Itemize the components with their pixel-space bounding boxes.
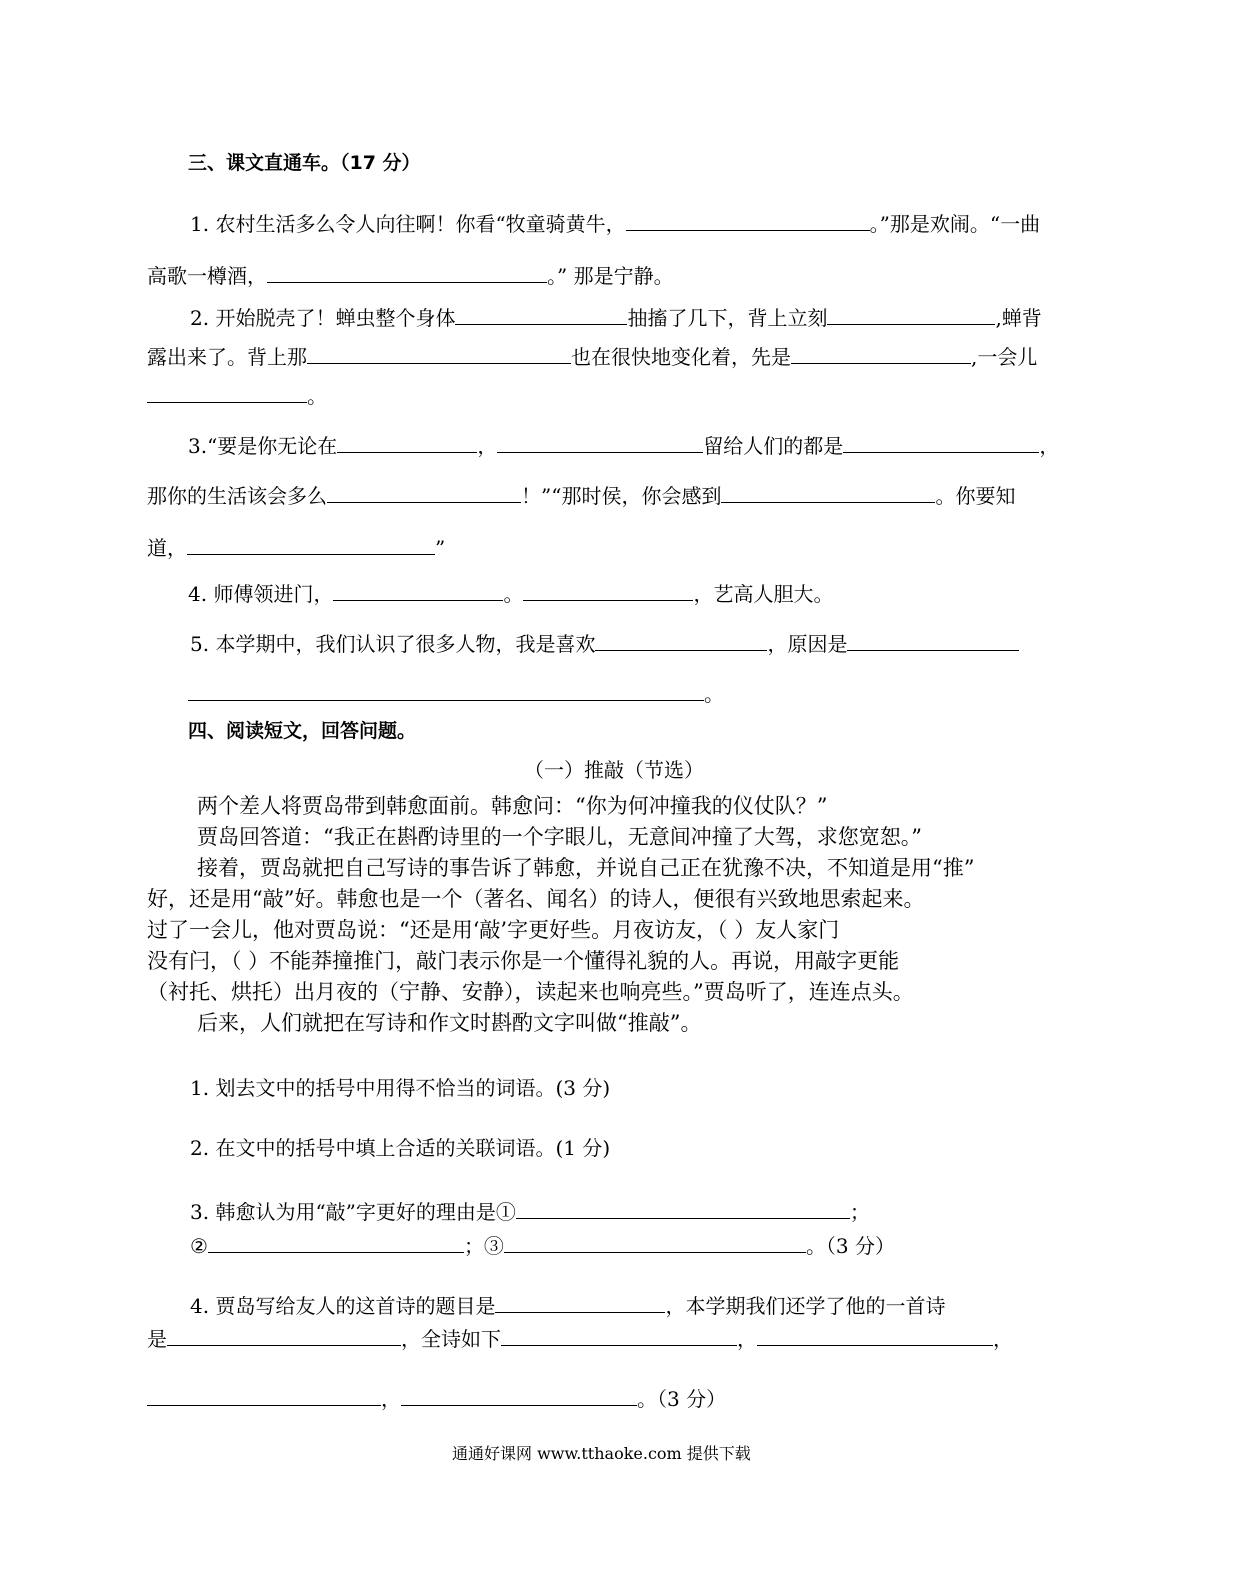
- s3-q2-line3: [147, 382, 327, 406]
- passage-line-8: 后来，人们就把在写诗和作文时斟酌文字叫做“推敲”。: [197, 1011, 702, 1035]
- passage-line-2: 贾岛回答道：“我正在斟酌诗里的一个字眼儿，无意间冲撞了大驾，求您宽恕。”: [197, 825, 922, 849]
- s4-q4-text-g: ，: [381, 1387, 401, 1411]
- s3-q3-text-g: 。你要知: [935, 484, 1016, 508]
- s4-q3-blank1[interactable]: [516, 1198, 850, 1219]
- s4-q4-text-d: ，全诗如下: [401, 1327, 501, 1351]
- s3-q4-blank2[interactable]: [523, 580, 693, 601]
- s3-q5-text-b: ，原因是: [767, 632, 848, 656]
- s3-q5-line2: [188, 680, 724, 704]
- s3-q5-line1: [190, 630, 1019, 654]
- s4-q3-line2: [190, 1232, 895, 1256]
- s4-q4-text-h: 。（3 分）: [637, 1387, 727, 1411]
- s3-q2-blank2[interactable]: [827, 304, 995, 325]
- page-footer: 通通好课网 www.tthaoke.com 提供下载: [452, 1444, 751, 1463]
- s4-q4-blank3[interactable]: [501, 1325, 737, 1346]
- s4-q4-text-c: 是: [147, 1327, 167, 1351]
- s4-q4-line2: [147, 1325, 1013, 1349]
- s4-q3-text-b: ；: [849, 1200, 870, 1224]
- s4-q4-text-a: 4. 贾岛写给友人的这首诗的题目是: [190, 1294, 496, 1318]
- s3-q3-blank3[interactable]: [843, 432, 1039, 453]
- s3-q1-text-b: 。”那是欢闹。“一曲: [869, 212, 1041, 236]
- s4-q4-text-b: ，本学期我们还学了他的一首诗: [665, 1294, 946, 1318]
- s4-q4-blank2[interactable]: [167, 1325, 401, 1346]
- s3-q1-blank1[interactable]: [626, 210, 870, 231]
- s4-q2: 2. 在文中的括号中填上合适的关联词语。(1 分): [190, 1136, 611, 1160]
- s3-q2-blank4[interactable]: [791, 343, 971, 364]
- s3-q5-blank3[interactable]: [188, 680, 704, 701]
- s3-q5-blank1[interactable]: [595, 630, 767, 651]
- s3-q3-text-d: ，: [1039, 434, 1060, 458]
- s3-q2-text-g: 。: [307, 384, 327, 408]
- passage-title: （一）推敲（节选）: [524, 758, 704, 782]
- s4-q3-text-a: 3. 韩愈认为用“敲”字更好的理由是①: [190, 1200, 516, 1224]
- s3-q3-blank6[interactable]: [187, 534, 435, 555]
- s3-q2-line1: [190, 304, 1042, 328]
- s4-q4-blank6[interactable]: [401, 1385, 637, 1406]
- section4-heading: 四、阅读短文，回答问题。: [188, 720, 417, 742]
- s3-q1-blank2[interactable]: [267, 262, 547, 283]
- s4-q4-blank5[interactable]: [147, 1385, 381, 1406]
- passage-line-7: （衬托、烘托）出月夜的（宁静、安静），读起来也响亮些。”贾岛听了，连连点头。: [147, 980, 914, 1004]
- s4-q4-blank4[interactable]: [757, 1325, 993, 1346]
- s3-q2-blank1[interactable]: [455, 304, 627, 325]
- s4-q1: 1. 划去文中的括号中用得不恰当的词语。(3 分): [190, 1076, 611, 1100]
- passage-line-5: 过了一会儿，他对贾岛说：“还是用‘敲’字更好些。月夜访友，（ ）友人家门: [147, 918, 840, 942]
- s3-q1-line1: [190, 210, 1040, 234]
- s3-q4-text-a: 4. 师傅领进门，: [188, 582, 334, 606]
- s3-q2-line2: [147, 343, 1037, 367]
- s3-q3-text-e: 那你的生活该会多么: [147, 484, 327, 508]
- s3-q2-text-c: ,蝉背: [995, 306, 1042, 330]
- s3-q3-text-h: 道，: [147, 536, 187, 560]
- s4-q3-blank3[interactable]: [504, 1232, 806, 1253]
- s3-q3-text-i: ”: [435, 536, 446, 560]
- s3-q3-line3: [147, 534, 445, 558]
- s3-q2-text-a: 2. 开始脱壳了！蝉虫整个身体: [190, 306, 456, 330]
- s3-q3-blank1[interactable]: [337, 432, 477, 453]
- s3-q3-blank4[interactable]: [327, 482, 521, 503]
- s3-q5-text-a: 5. 本学期中，我们认识了很多人物，我是喜欢: [190, 632, 596, 656]
- s3-q2-text-f: ,一会儿: [971, 345, 1038, 369]
- s3-q3-blank5[interactable]: [721, 482, 935, 503]
- s4-q4-blank1[interactable]: [495, 1292, 665, 1313]
- s3-q3-text-b: ，: [477, 434, 498, 458]
- s3-q5-text-c: 。: [704, 682, 724, 706]
- s3-q3-line2: [147, 482, 1015, 506]
- s3-q4-blank1[interactable]: [333, 580, 503, 601]
- s3-q4-text-c: ，艺高人胆大。: [693, 582, 834, 606]
- s4-q3-text-e: 。（3 分）: [805, 1234, 896, 1258]
- s4-q4-line3: [147, 1385, 726, 1409]
- s3-q1-line2: [147, 262, 674, 286]
- s3-q2-text-b: 抽搐了几下，背上立刻: [627, 306, 828, 330]
- s3-q3-blank2[interactable]: [497, 432, 703, 453]
- s3-q1-text-a: 1. 农村生活多么令人向往啊！你看“牧童骑黄牛，: [190, 212, 626, 236]
- s3-q3-text-a: 3.“要是你无论在: [188, 434, 338, 458]
- passage-line-3: 接着，贾岛就把自己写诗的事告诉了韩愈，并说自己正在犹豫不决，不知道是用“推”: [197, 856, 975, 880]
- passage-line-1: 两个差人将贾岛带到韩愈面前。韩愈问：“你为何冲撞我的仪仗队？”: [197, 794, 828, 818]
- s3-q2-text-e: 也在很快地变化着，先是: [571, 345, 791, 369]
- s3-q4-line: [188, 580, 833, 604]
- s3-q2-blank3[interactable]: [307, 343, 571, 364]
- section3-heading: 三、课文直通车。（17 分）: [188, 152, 421, 174]
- s3-q1-text-c: 高歌一樽酒，: [147, 264, 267, 288]
- s3-q3-line1: [188, 432, 1059, 456]
- s3-q5-blank2[interactable]: [847, 630, 1019, 651]
- s3-q2-text-d: 露出来了。背上那: [147, 345, 307, 369]
- s3-q3-text-f: ！”“那时侯，你会感到: [521, 484, 722, 508]
- s4-q3-text-d: ；③: [463, 1234, 504, 1258]
- s4-q3-text-c: ②: [190, 1234, 208, 1258]
- passage-line-6: 没有闩，（ ）不能莽撞推门，敲门表示你是一个懂得礼貌的人。再说，用敲字更能: [147, 949, 900, 973]
- s4-q4-line1: [190, 1292, 945, 1316]
- passage-line-4: 好，还是用“敲”好。韩愈也是一个（著名、闻名）的诗人，便很有兴致地思索起来。: [147, 887, 925, 911]
- s4-q4-text-e: ，: [737, 1327, 757, 1351]
- s3-q2-blank5[interactable]: [147, 382, 307, 403]
- s3-q4-text-b: 。: [503, 582, 524, 606]
- s4-q3-blank2[interactable]: [208, 1232, 464, 1253]
- s4-q3-line1: [190, 1198, 870, 1222]
- s4-q4-text-f: ，: [993, 1327, 1013, 1351]
- s3-q3-text-c: 留给人们的都是: [703, 434, 844, 458]
- s3-q1-text-d: 。” 那是宁静。: [547, 264, 674, 288]
